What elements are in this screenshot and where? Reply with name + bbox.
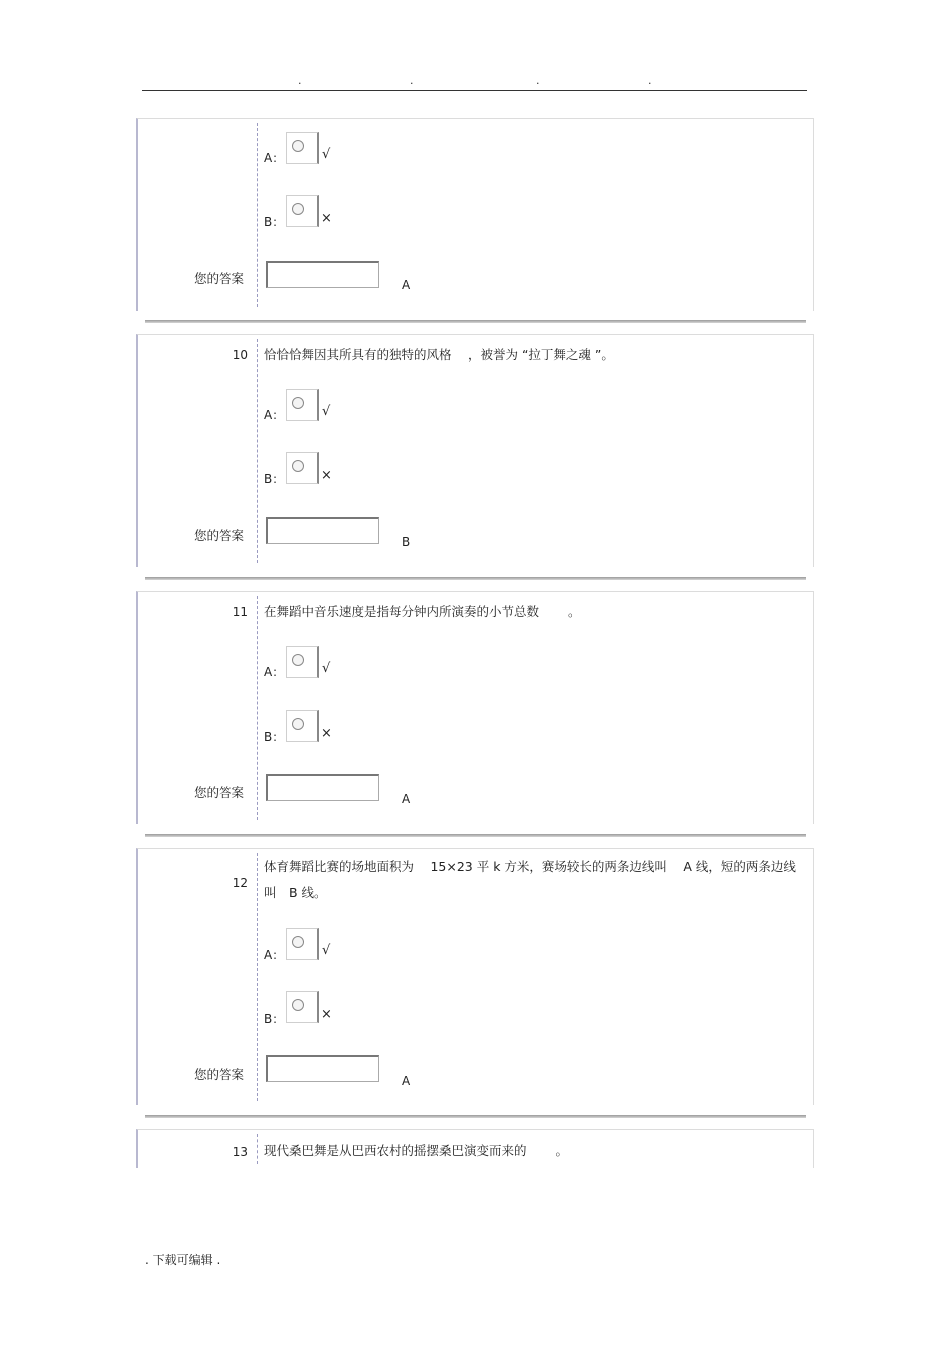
answer-value: A [402, 792, 411, 806]
answer-value: A [402, 1074, 411, 1088]
option-a-radio[interactable] [286, 928, 319, 960]
block-separator [145, 320, 806, 323]
option-b-radio[interactable] [286, 195, 319, 227]
option-b-label: B： [264, 215, 285, 229]
answer-input[interactable] [266, 517, 379, 544]
question-number: 13 [232, 1145, 248, 1159]
answer-value: B [402, 535, 411, 549]
true-mark: √ [322, 404, 331, 419]
false-mark: × [321, 211, 332, 226]
option-b-label: B： [264, 1012, 285, 1026]
radio-circle-icon [292, 460, 304, 472]
false-mark: × [321, 468, 332, 483]
radio-circle-icon [292, 718, 304, 730]
option-a-label: A： [264, 151, 285, 165]
your-answer-label: 您的答案 [194, 528, 245, 543]
question-text: 恰恰恰舞因其所具有的独特的风格 ，被誉为 “拉丁舞之魂 ”。 [264, 347, 614, 362]
block-divider [257, 853, 258, 1101]
page-header-dots [0, 74, 950, 88]
block-divider [257, 339, 258, 563]
option-a-radio[interactable] [286, 646, 319, 678]
answer-input[interactable] [266, 261, 379, 288]
option-a-label: A： [264, 408, 285, 422]
block-separator [145, 1115, 806, 1118]
header-rule [142, 90, 807, 91]
question-text: 体育舞蹈比赛的场地面积为 15×23 平 k 方米，赛场较长的两条边线叫 A 线，短的两条边线叫 B 线。 [264, 859, 796, 900]
radio-circle-icon [292, 654, 304, 666]
page-footer: . 下载可编辑 . [145, 1253, 221, 1267]
your-answer-label: 您的答案 [194, 785, 245, 800]
option-a-radio[interactable] [286, 132, 319, 164]
false-mark: × [321, 726, 332, 741]
option-a-label: A： [264, 665, 285, 679]
option-b-label: B： [264, 472, 285, 486]
block-divider [257, 596, 258, 820]
header-dot: . [410, 74, 414, 87]
your-answer-label: 您的答案 [194, 1067, 245, 1082]
block-divider [257, 123, 258, 307]
question-number: 12 [232, 876, 248, 890]
question-block-9 [136, 118, 814, 311]
question-block-10 [136, 334, 814, 567]
question-text: 现代桑巴舞是从巴西农村的摇摆桑巴演变而来的 。 [264, 1143, 568, 1158]
option-b-radio[interactable] [286, 710, 319, 742]
question-block-13 [136, 1129, 814, 1168]
question-number: 11 [232, 605, 248, 619]
false-mark: × [321, 1007, 332, 1022]
true-mark: √ [322, 147, 331, 162]
true-mark: √ [322, 661, 331, 676]
block-separator [145, 577, 806, 580]
option-b-radio[interactable] [286, 991, 319, 1023]
option-a-label: A： [264, 948, 285, 962]
radio-circle-icon [292, 397, 304, 409]
radio-circle-icon [292, 999, 304, 1011]
question-number: 10 [232, 348, 248, 362]
question-block-12 [136, 848, 814, 1105]
radio-circle-icon [292, 203, 304, 215]
header-dot: . [298, 74, 302, 87]
option-b-label: B： [264, 730, 285, 744]
answer-input[interactable] [266, 1055, 379, 1082]
radio-circle-icon [292, 140, 304, 152]
question-block-11 [136, 591, 814, 824]
answer-value: A [402, 278, 411, 292]
block-separator [145, 834, 806, 837]
radio-circle-icon [292, 936, 304, 948]
header-dot: . [648, 74, 652, 87]
option-b-radio[interactable] [286, 452, 319, 484]
question-text: 在舞蹈中音乐速度是指每分钟内所演奏的小节总数 。 [264, 604, 581, 619]
true-mark: √ [322, 943, 331, 958]
answer-input[interactable] [266, 774, 379, 801]
your-answer-label: 您的答案 [194, 271, 245, 286]
option-a-radio[interactable] [286, 389, 319, 421]
header-dot: . [536, 74, 540, 87]
block-divider [257, 1134, 258, 1164]
